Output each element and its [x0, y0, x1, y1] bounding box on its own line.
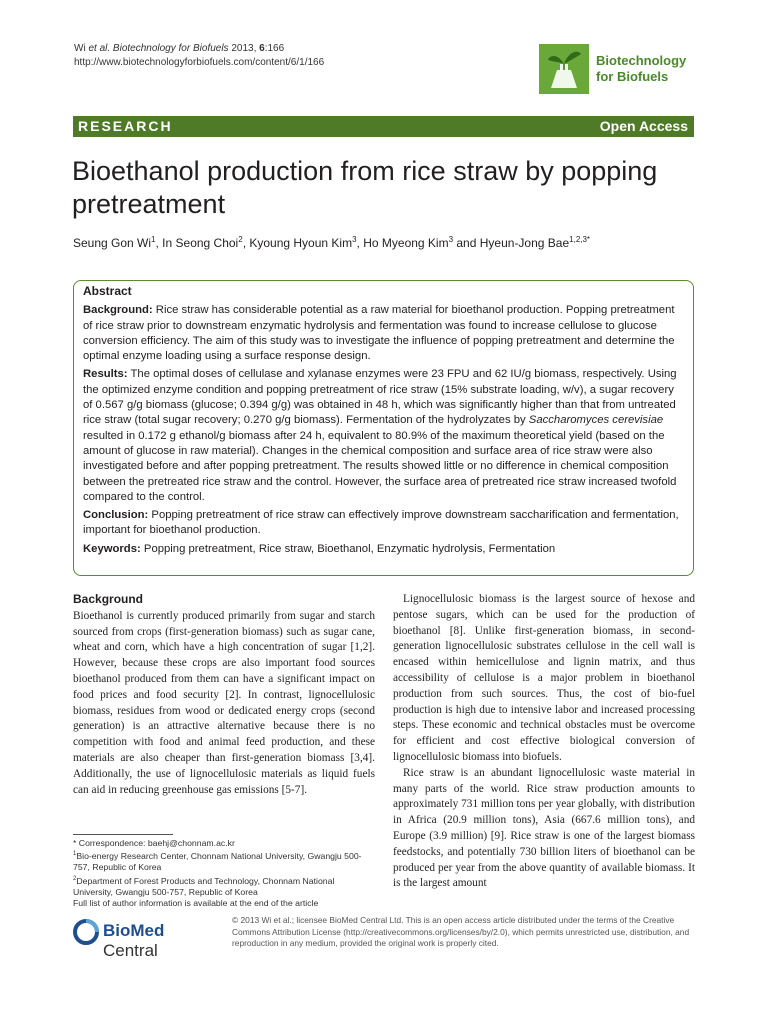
author-affiliation: 2 — [238, 235, 243, 244]
author-name: Ho Myeong Kim — [363, 236, 449, 250]
citation-journal: Biotechnology for Biofuels — [112, 43, 229, 54]
article-type-label: RESEARCH — [78, 118, 173, 134]
background-paragraph: Bioethanol is currently produced primarily from sugar and starch sourced from crops (first-generation biomass) such as sugar cane, wheat and corn, which have a high concentration of sugar [1,2]. However, because these crops are also important food sources bioethanol produced from them can have a significant impact on food prices and food security [2]. In contrast, lignocellulosic biomass, residues from wood or dedicated energy crops (second generation) is an attractive alternative because there is no competition with food and animal feed production, and these materials are also cheaper than first-generation biomass [3,4]. Additionally, the use of lignocellulosic materials as liquid fuels can aid in reducing greenhouse gas emissions [5-7]. — [73, 609, 375, 796]
abstract-background-label: Background: — [83, 304, 153, 317]
abstract-results — [83, 367, 684, 505]
abstract-results-label: Results: — [83, 368, 128, 381]
journal-logo — [539, 44, 699, 94]
author-name: In Seong Choi — [162, 236, 239, 250]
abstract-background — [83, 303, 684, 364]
affiliation-number: 2 — [73, 875, 77, 882]
biomed-central-icon — [73, 919, 99, 945]
body-column-left — [73, 592, 375, 798]
publisher-name — [103, 921, 223, 961]
article-citation-header — [74, 42, 324, 70]
open-access-label: Open Access — [599, 118, 688, 134]
correspondence-email[interactable]: * Correspondence: baehj@chonnam.ac.kr — [73, 838, 235, 848]
abstract-results-text-1: The optimal doses of cellulase and xylanase enzymes were 23 FPU and 62 IU/g biomass, respectively. Using the optimized enzyme condition and popping pretreatment of rice straw (15% substrate loading, w/v), a sugar recovery of 0.567 g/g biomass (glucose; 0.394 g/g) was obtained in 48 h, which was significantly higher than that from untreated rice straw (total sugar recovery; 0.270 g/g biomass). Fermentation of the hydrolyzates by — [83, 368, 677, 427]
flask-leaf-icon — [539, 44, 589, 94]
abstract-keywords-label: Keywords: — [83, 542, 141, 555]
body-paragraph: Lignocellulosic biomass is the largest source of hexose and pentose sugars, which can be used for the production of bioethanol [8]. Unlike first-generation biomass, in second-generation lignocellulosic substrates cellulose in the cell wall is encased within hemicellulose and lignin matrix, and thus accessibility of cellulose is a major problem in bioethanol production from such sources. Thus, the cost of bio-fuel production is high due to intensive labor and increased processing steps. These economic and technical obstacles must be overcome for efficient and cost effective biological conversion of lignocellulosic biomass into biofuels. — [393, 593, 695, 763]
abstract-background-text: Rice straw has considerable potential as a raw material for bioethanol production. Popping pretreatment of rice straw prior to downstream enzymatic hydrolysis and fermentation was found to increase cellulose to glucose conversion efficiency. The aim of this study was to investigate the influence of popping pretreatment and determine the optimal enzyme loading using a surface response design. — [83, 304, 675, 363]
abstract-keywords-text: Popping pretreatment, Rice straw, Bioethanol, Enzymatic hydrolysis, Fermentation — [140, 542, 556, 555]
body-paragraph: Rice straw is an abundant lignocellulosic waste material in many parts of the world. Rice straw production amounts to approximately 731 million tons per year globally, with distribution in Africa (20.9 million tons), Asia (667.6 million tons), and Europe (3.9 million) [9]. Rice straw is one of the largest biomass feedstocks, and potentially 730 billion liters of bioethanol can be produced per year from the above quantity of available biomass. It is the largest amount — [393, 766, 695, 890]
author-separator: and — [453, 236, 480, 250]
affiliation-text: Department of Forest Products and Technology, Chonnam National University, Gwangju 500-757, Republic of Korea — [73, 875, 335, 897]
author-name: Kyoung Hyoun Kim — [249, 236, 353, 250]
author-affiliation: 3 — [448, 235, 454, 244]
publisher-logo — [73, 917, 223, 960]
affiliation-2 — [73, 874, 373, 898]
citation-year: 2013, — [228, 43, 260, 54]
citation-volume: 6 — [259, 43, 265, 54]
abstract-heading: Abstract — [83, 284, 132, 298]
footnotes — [73, 838, 373, 910]
author-affiliation: 3 — [352, 235, 357, 244]
paper-title: Bioethanol production from rice straw by popping pretreatment — [72, 156, 658, 219]
citation-line — [74, 42, 324, 56]
abstract-conclusion-text: Popping pretreatment of rice straw can effectively improve downstream saccharification and fermentation, important for bioethanol production. — [83, 509, 679, 537]
journal-logo-line2: for Biofuels — [596, 69, 669, 84]
abstract-results-species: Saccharomyces cerevisiae — [528, 414, 664, 427]
author-separator: , — [242, 236, 250, 250]
author-name: Hyeun-Jong Bae — [479, 236, 570, 250]
abstract-conclusion-label: Conclusion: — [83, 509, 149, 522]
author-separator: , — [155, 236, 163, 250]
license-statement: © 2013 Wi et al.; licensee BioMed Central Ltd. This is an open access article distributed under the terms of the Creative Commons Attribution License (http://creativecommons.org/licenses/by/2.0), which permits unrestricted use, distribution, and reproduction in any medium, provided the original work is properly cited. — [232, 915, 690, 948]
background-heading: Background — [73, 592, 144, 606]
abstract-conclusion — [83, 508, 684, 539]
abstract-results-text-2: resulted in 0.172 g ethanol/g biomass after 24 h, equivalent to 80.9% of the maximum theoretical yield (based on the amount of glucose in raw material). Changes in the chemical composition and surface area of rice straw were also investigated before and after popping pretreatment. The results showed little or no difference in chemical composition between the pretreated rice straw and the control. However, the surface area of pretreated rice straw increased twofold compared to the control. — [83, 429, 677, 503]
abstract-box — [73, 280, 694, 576]
citation-etal: et al. — [88, 43, 111, 54]
journal-logo-line1: Biotechnology — [596, 53, 687, 68]
affiliation-1 — [73, 849, 373, 873]
body-column-right — [393, 592, 695, 892]
abstract-keywords — [83, 542, 684, 557]
author-separator: , — [356, 236, 364, 250]
citation-article: :166 — [264, 43, 285, 54]
section-banner — [73, 116, 694, 137]
author-name: Seung Gon Wi — [73, 236, 152, 250]
article-url-link[interactable]: http://www.biotechnologyforbiofuels.com/content/6/1/166 — [74, 57, 325, 68]
citation-authors: Wi — [74, 43, 89, 54]
author-affiliation: 1,2,3* — [569, 235, 591, 244]
affiliation-text: Bio-energy Research Center, Chonnam National University, Gwangju 500-757, Republic of Korea — [73, 851, 362, 873]
author-affiliation: 1 — [151, 235, 156, 244]
author-list — [73, 232, 703, 251]
author-info-note: Full list of author information is available at the end of the article — [73, 898, 319, 909]
publisher-name-bold: BioMed — [103, 921, 165, 940]
affiliation-number: 1 — [73, 851, 77, 858]
footnote-divider — [73, 834, 173, 835]
journal-logo-text — [596, 53, 686, 85]
publisher-name-regular: Central — [103, 941, 158, 960]
